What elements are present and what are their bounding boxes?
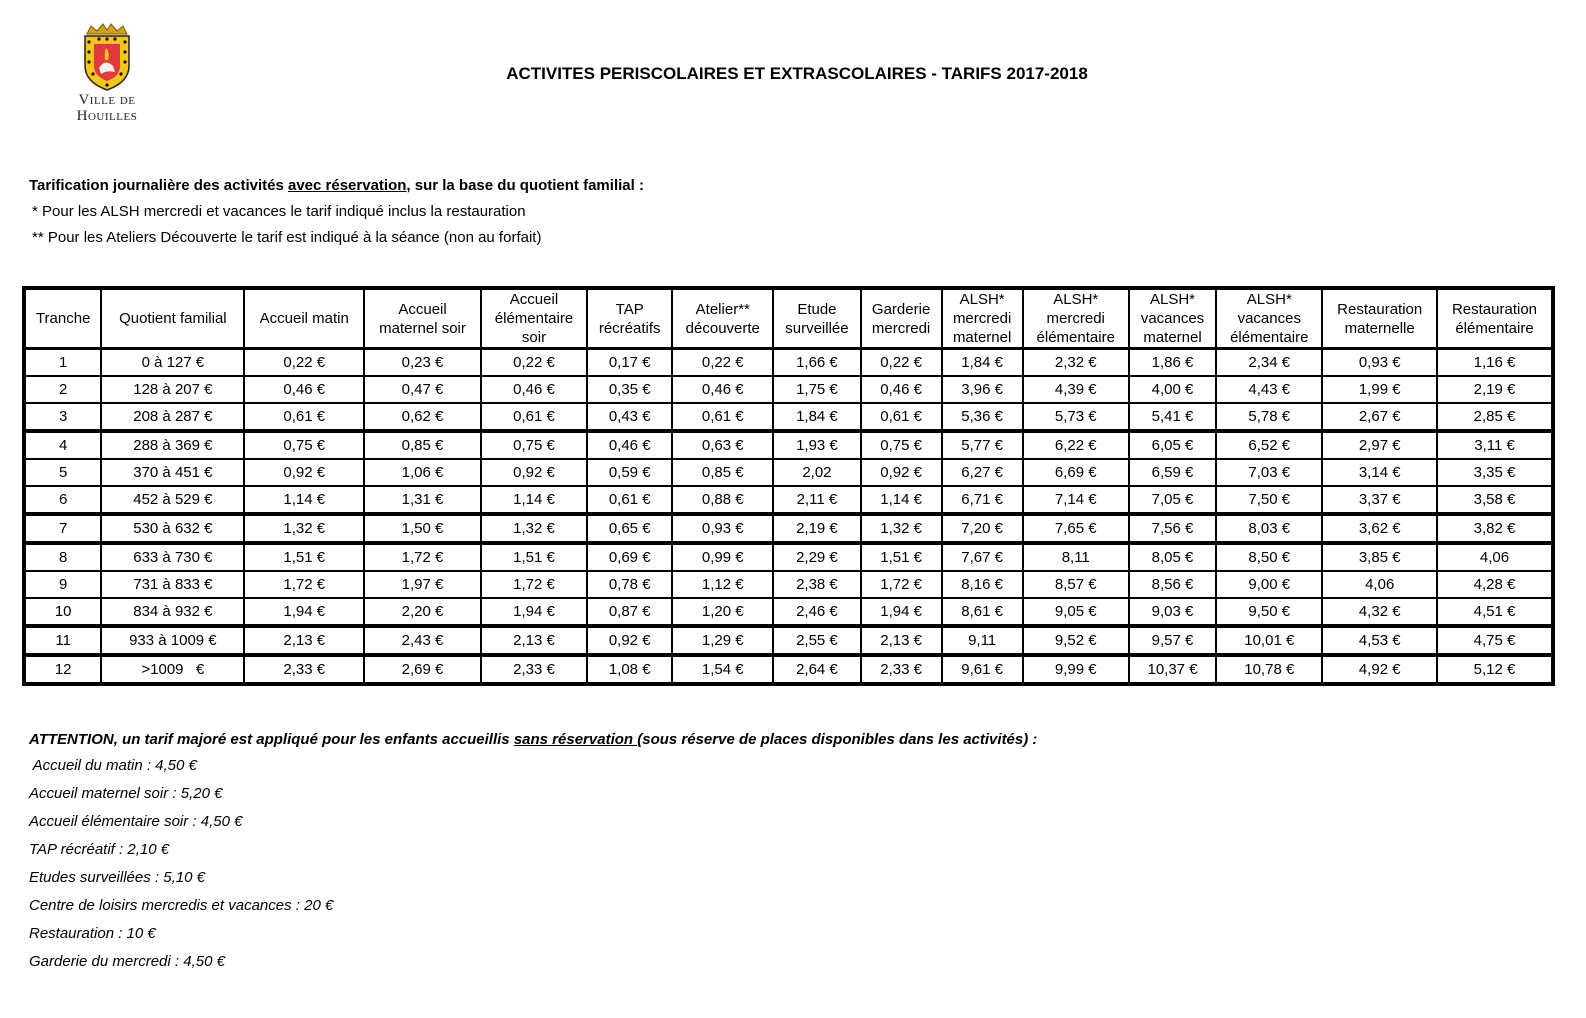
- price-cell: 1,12 €: [672, 571, 773, 598]
- price-cell: 2,13 €: [861, 626, 942, 655]
- table-row: [24, 655, 1553, 684]
- price-cell: 4,06: [1322, 571, 1437, 598]
- price-cell: 1,51 €: [861, 543, 942, 571]
- price-cell: 0,22 €: [244, 349, 364, 377]
- surcharge-item: Accueil maternel soir : 5,20 €: [29, 785, 223, 802]
- price-cell: 2,19 €: [773, 514, 860, 543]
- price-cell: 5,36 €: [942, 403, 1023, 431]
- price-cell: 0,65 €: [587, 514, 672, 543]
- price-cell: 0,22 €: [481, 349, 587, 377]
- price-cell: 2,20 €: [364, 598, 481, 626]
- price-cell: 2,67 €: [1322, 403, 1437, 431]
- price-cell: 1,72 €: [481, 571, 587, 598]
- column-header-line: maternel: [1143, 329, 1202, 346]
- surcharge-item: Centre de loisirs mercredis et vacances : 20 €: [29, 897, 334, 914]
- price-cell: 0,88 €: [672, 486, 773, 514]
- price-cell: 0,92 €: [244, 459, 364, 486]
- price-cell: 8,03 €: [1216, 514, 1322, 543]
- tranche-cell: 12: [24, 655, 101, 684]
- attention-heading-before: ATTENTION, un tarif majoré est appliqué pour les enfants accueillis: [29, 731, 514, 748]
- attention-section: [29, 731, 1037, 972]
- page-title-text: ACTIVITES PERISCOLAIRES ET EXTRASCOLAIRES - TARIFS 2017-2018: [506, 64, 1088, 83]
- column-header-line: Tranche: [35, 310, 91, 327]
- price-cell: 9,50 €: [1216, 598, 1322, 626]
- quotient-cell: 530 à 632 €: [101, 514, 244, 543]
- price-cell: 5,73 €: [1023, 403, 1129, 431]
- intro-heading-before: Tarification journalière des activités: [29, 177, 288, 194]
- surcharge-item: TAP récréatif : 2,10 €: [29, 841, 170, 858]
- price-cell: 0,61 €: [481, 403, 587, 431]
- column-header-line: Garderie: [871, 300, 931, 318]
- column-header-line: Quotient familial: [119, 310, 227, 327]
- quotient-cell: 0 à 127 €: [101, 349, 244, 377]
- price-cell: 0,87 €: [587, 598, 672, 626]
- price-cell: 2,33 €: [481, 655, 587, 684]
- price-cell: 1,32 €: [861, 514, 942, 543]
- surcharge-item: Accueil du matin : 4,50 €: [29, 757, 197, 774]
- price-cell: 2,11 €: [773, 486, 860, 514]
- column-header-line: Accueil: [509, 291, 559, 308]
- price-cell: 0,43 €: [587, 403, 672, 431]
- price-cell: 4,39 €: [1023, 376, 1129, 403]
- price-cell: 9,00 €: [1216, 571, 1322, 598]
- price-cell: 1,93 €: [773, 431, 860, 459]
- table-row: [24, 376, 1553, 403]
- price-cell: 2,34 €: [1216, 349, 1322, 377]
- price-cell: 7,56 €: [1129, 514, 1216, 543]
- surcharge-item: Accueil élémentaire soir : 4,50 €: [29, 813, 243, 830]
- column-header: [1023, 288, 1129, 349]
- price-cell: 0,85 €: [672, 459, 773, 486]
- column-header: [24, 288, 101, 349]
- price-cell: 7,03 €: [1216, 459, 1322, 486]
- tranche-cell: 3: [24, 403, 101, 431]
- price-cell: 9,52 €: [1023, 626, 1129, 655]
- column-header: [1322, 288, 1437, 349]
- price-cell: 3,85 €: [1322, 543, 1437, 571]
- price-cell: 3,14 €: [1322, 459, 1437, 486]
- table-row: [24, 543, 1553, 571]
- column-header-line: vacances: [1140, 310, 1205, 327]
- price-cell: 0,75 €: [244, 431, 364, 459]
- price-cell: 1,54 €: [672, 655, 773, 684]
- column-header-line: TAP: [615, 300, 644, 318]
- column-header: [1437, 288, 1553, 349]
- price-cell: 0,22 €: [861, 349, 942, 377]
- price-cell: 1,99 €: [1322, 376, 1437, 403]
- attention-heading: [29, 731, 1037, 748]
- price-cell: 4,28 €: [1437, 571, 1553, 598]
- price-cell: 1,51 €: [481, 543, 587, 571]
- price-cell: 3,62 €: [1322, 514, 1437, 543]
- column-header: [101, 288, 244, 349]
- column-header-line: ALSH*: [1053, 291, 1099, 308]
- column-header-line: élémentaire: [1036, 329, 1115, 346]
- column-header-line: Accueil: [398, 300, 447, 318]
- table-row: [24, 598, 1553, 626]
- price-cell: 7,20 €: [942, 514, 1023, 543]
- price-cell: 3,37 €: [1322, 486, 1437, 514]
- price-cell: 0,93 €: [1322, 349, 1437, 377]
- price-cell: 2,33 €: [244, 655, 364, 684]
- price-cell: 6,69 €: [1023, 459, 1129, 486]
- price-cell: 0,93 €: [672, 514, 773, 543]
- tranche-cell: 11: [24, 626, 101, 655]
- price-cell: 1,14 €: [861, 486, 942, 514]
- price-cell: 5,77 €: [942, 431, 1023, 459]
- surcharge-item: Restauration : 10 €: [29, 925, 156, 942]
- column-header: [364, 288, 481, 349]
- price-cell: 7,50 €: [1216, 486, 1322, 514]
- price-cell: 0,92 €: [481, 459, 587, 486]
- quotient-cell: 633 à 730 €: [101, 543, 244, 571]
- price-cell: 3,58 €: [1437, 486, 1553, 514]
- table-row: [24, 571, 1553, 598]
- price-cell: 0,85 €: [364, 431, 481, 459]
- column-header-line: Atelier**: [695, 300, 750, 318]
- price-cell: 1,51 €: [244, 543, 364, 571]
- column-header: [861, 288, 942, 349]
- price-cell: 7,05 €: [1129, 486, 1216, 514]
- price-cell: 4,32 €: [1322, 598, 1437, 626]
- column-header: [244, 288, 364, 349]
- price-cell: 0,92 €: [861, 459, 942, 486]
- price-cell: 6,22 €: [1023, 431, 1129, 459]
- price-cell: 1,16 €: [1437, 349, 1553, 377]
- column-header: [481, 288, 587, 349]
- column-header-line: élémentaire: [1455, 319, 1534, 337]
- quotient-cell: 288 à 369 €: [101, 431, 244, 459]
- tranche-cell: 2: [24, 376, 101, 403]
- price-cell: 5,12 €: [1437, 655, 1553, 684]
- price-cell: 0,69 €: [587, 543, 672, 571]
- tranche-cell: 4: [24, 431, 101, 459]
- column-header-line: Etude: [797, 300, 837, 318]
- price-cell: 4,43 €: [1216, 376, 1322, 403]
- price-cell: 0,23 €: [364, 349, 481, 377]
- column-header: [942, 288, 1023, 349]
- price-cell: 2,69 €: [364, 655, 481, 684]
- intro-note-2: ** Pour les Ateliers Découverte le tarif est indiqué à la séance (non au forfait): [32, 229, 542, 246]
- price-cell: 1,94 €: [481, 598, 587, 626]
- price-cell: 0,75 €: [861, 431, 942, 459]
- column-header-line: Restauration: [1337, 300, 1423, 318]
- price-cell: 8,61 €: [942, 598, 1023, 626]
- price-cell: 2,97 €: [1322, 431, 1437, 459]
- price-cell: 1,50 €: [364, 514, 481, 543]
- quotient-cell: >1009 €: [101, 655, 244, 684]
- quotient-cell: 452 à 529 €: [101, 486, 244, 514]
- price-cell: 2,38 €: [773, 571, 860, 598]
- price-cell: 0,61 €: [587, 486, 672, 514]
- price-cell: 0,62 €: [364, 403, 481, 431]
- price-cell: 2,19 €: [1437, 376, 1553, 403]
- column-header-line: Restauration: [1451, 300, 1538, 318]
- price-cell: 10,37 €: [1129, 655, 1216, 684]
- price-cell: 3,82 €: [1437, 514, 1553, 543]
- column-header: [587, 288, 672, 349]
- price-cell: 1,32 €: [481, 514, 587, 543]
- column-header-line: maternel soir: [379, 319, 466, 337]
- intro-section: [29, 177, 644, 246]
- table-row: [24, 459, 1553, 486]
- tranche-cell: 5: [24, 459, 101, 486]
- logo-text-line2: Houilles: [76, 108, 138, 124]
- price-cell: 0,63 €: [672, 431, 773, 459]
- column-header-line: vacances: [1237, 310, 1301, 327]
- intro-heading-underlined: avec réservation: [287, 177, 407, 194]
- column-header-line: récréatifs: [598, 319, 661, 337]
- price-cell: 2,43 €: [364, 626, 481, 655]
- price-cell: 8,56 €: [1129, 571, 1216, 598]
- price-cell: 10,78 €: [1216, 655, 1322, 684]
- column-header-line: maternelle: [1344, 319, 1415, 337]
- price-cell: 2,13 €: [244, 626, 364, 655]
- price-cell: 6,27 €: [942, 459, 1023, 486]
- price-cell: 1,97 €: [364, 571, 481, 598]
- column-header: [672, 288, 773, 349]
- surcharge-item: Garderie du mercredi : 4,50 €: [29, 953, 225, 970]
- intro-heading: [29, 177, 644, 194]
- column-header-line: élémentaire: [1230, 329, 1309, 346]
- price-cell: 2,33 €: [861, 655, 942, 684]
- quotient-cell: 128 à 207 €: [101, 376, 244, 403]
- price-cell: 1,06 €: [364, 459, 481, 486]
- price-cell: 1,32 €: [244, 514, 364, 543]
- column-header: [1129, 288, 1216, 349]
- table-row: [24, 486, 1553, 514]
- price-cell: 2,13 €: [481, 626, 587, 655]
- price-cell: 3,11 €: [1437, 431, 1553, 459]
- logo-text-line1: Ville de: [78, 92, 136, 108]
- price-cell: 1,94 €: [861, 598, 942, 626]
- price-cell: 1,14 €: [481, 486, 587, 514]
- price-cell: 4,92 €: [1322, 655, 1437, 684]
- price-cell: 4,53 €: [1322, 626, 1437, 655]
- attention-heading-underlined: sans réservation: [513, 731, 638, 748]
- price-cell: 1,14 €: [244, 486, 364, 514]
- price-cell: 2,02: [773, 459, 860, 486]
- price-cell: 9,57 €: [1129, 626, 1216, 655]
- price-cell: 7,67 €: [942, 543, 1023, 571]
- column-header-line: ALSH*: [1246, 291, 1292, 308]
- tranche-cell: 7: [24, 514, 101, 543]
- column-header-line: mercredi: [952, 310, 1012, 327]
- table-row: [24, 403, 1553, 431]
- table-row: [24, 514, 1553, 543]
- price-cell: 2,32 €: [1023, 349, 1129, 377]
- price-cell: 5,41 €: [1129, 403, 1216, 431]
- price-cell: 2,46 €: [773, 598, 860, 626]
- tranche-cell: 1: [24, 349, 101, 377]
- intro-heading-after: , sur la base du quotient familial :: [406, 177, 644, 194]
- price-cell: 8,16 €: [942, 571, 1023, 598]
- price-cell: 9,11: [942, 626, 1023, 655]
- tranche-cell: 8: [24, 543, 101, 571]
- price-cell: 0,75 €: [481, 431, 587, 459]
- price-cell: 5,78 €: [1216, 403, 1322, 431]
- price-cell: 10,01 €: [1216, 626, 1322, 655]
- price-cell: 0,99 €: [672, 543, 773, 571]
- tranche-cell: 9: [24, 571, 101, 598]
- column-header-line: soir: [521, 329, 547, 346]
- tariff-table: [22, 286, 1555, 686]
- price-cell: 0,46 €: [481, 376, 587, 403]
- table-row: [24, 349, 1553, 377]
- price-cell: 6,52 €: [1216, 431, 1322, 459]
- quotient-cell: 370 à 451 €: [101, 459, 244, 486]
- price-cell: 1,72 €: [364, 543, 481, 571]
- price-cell: 6,05 €: [1129, 431, 1216, 459]
- column-header-line: découverte: [685, 319, 760, 337]
- column-header-line: maternel: [952, 329, 1012, 346]
- price-cell: 0,46 €: [587, 431, 672, 459]
- price-cell: 2,55 €: [773, 626, 860, 655]
- price-cell: 0,47 €: [364, 376, 481, 403]
- table-row: [24, 431, 1553, 459]
- price-cell: 4,51 €: [1437, 598, 1553, 626]
- price-cell: 0,35 €: [587, 376, 672, 403]
- price-cell: 3,96 €: [942, 376, 1023, 403]
- attention-heading-after: (sous réserve de places disponibles dans les activités) :: [637, 731, 1038, 748]
- column-header-line: mercredi: [1046, 310, 1105, 327]
- price-cell: 1,29 €: [672, 626, 773, 655]
- table-row: [24, 626, 1553, 655]
- page-title: [0, 64, 1586, 84]
- column-header-line: ALSH*: [1149, 291, 1196, 308]
- price-cell: 1,86 €: [1129, 349, 1216, 377]
- price-cell: 9,61 €: [942, 655, 1023, 684]
- price-cell: 2,64 €: [773, 655, 860, 684]
- quotient-cell: 834 à 932 €: [101, 598, 244, 626]
- price-cell: 0,22 €: [672, 349, 773, 377]
- price-cell: 1,08 €: [587, 655, 672, 684]
- price-cell: 0,61 €: [244, 403, 364, 431]
- price-cell: 4,75 €: [1437, 626, 1553, 655]
- price-cell: 1,75 €: [773, 376, 860, 403]
- price-cell: 0,92 €: [587, 626, 672, 655]
- price-cell: 0,61 €: [861, 403, 942, 431]
- price-cell: 2,29 €: [773, 543, 860, 571]
- price-cell: 1,84 €: [942, 349, 1023, 377]
- column-header-line: Accueil matin: [259, 310, 349, 327]
- price-cell: 1,72 €: [861, 571, 942, 598]
- price-cell: 0,46 €: [861, 376, 942, 403]
- price-cell: 6,71 €: [942, 486, 1023, 514]
- price-cell: 0,61 €: [672, 403, 773, 431]
- price-cell: 9,99 €: [1023, 655, 1129, 684]
- price-cell: 1,84 €: [773, 403, 860, 431]
- table-header-row: [24, 288, 1553, 349]
- price-cell: 2,85 €: [1437, 403, 1553, 431]
- price-cell: 1,20 €: [672, 598, 773, 626]
- column-header-line: mercredi: [871, 319, 931, 337]
- price-cell: 8,05 €: [1129, 543, 1216, 571]
- price-cell: 0,46 €: [244, 376, 364, 403]
- price-cell: 0,17 €: [587, 349, 672, 377]
- price-cell: 7,14 €: [1023, 486, 1129, 514]
- tranche-cell: 6: [24, 486, 101, 514]
- price-cell: 7,65 €: [1023, 514, 1129, 543]
- price-cell: 8,50 €: [1216, 543, 1322, 571]
- price-cell: 8,11: [1023, 543, 1129, 571]
- price-cell: 9,03 €: [1129, 598, 1216, 626]
- price-cell: 9,05 €: [1023, 598, 1129, 626]
- quotient-cell: 208 à 287 €: [101, 403, 244, 431]
- column-header-line: surveillée: [785, 319, 849, 337]
- price-cell: 1,31 €: [364, 486, 481, 514]
- quotient-cell: 731 à 833 €: [101, 571, 244, 598]
- price-cell: 3,35 €: [1437, 459, 1553, 486]
- price-cell: 1,94 €: [244, 598, 364, 626]
- tranche-cell: 10: [24, 598, 101, 626]
- surcharge-item: Etudes surveillées : 5,10 €: [29, 869, 205, 886]
- price-cell: 6,59 €: [1129, 459, 1216, 486]
- column-header: [773, 288, 860, 349]
- column-header-line: ALSH*: [959, 291, 1005, 308]
- price-cell: 0,59 €: [587, 459, 672, 486]
- price-cell: 0,78 €: [587, 571, 672, 598]
- column-header-line: élémentaire: [494, 310, 574, 327]
- price-cell: 1,66 €: [773, 349, 860, 377]
- quotient-cell: 933 à 1009 €: [101, 626, 244, 655]
- price-cell: 1,72 €: [244, 571, 364, 598]
- price-cell: 4,06: [1437, 543, 1553, 571]
- attention-list: [29, 757, 1037, 972]
- intro-note-1: * Pour les ALSH mercredi et vacances le tarif indiqué inclus la restauration: [32, 203, 526, 220]
- price-cell: 0,46 €: [672, 376, 773, 403]
- price-cell: 8,57 €: [1023, 571, 1129, 598]
- price-cell: 4,00 €: [1129, 376, 1216, 403]
- table-body: [24, 349, 1553, 685]
- column-header: [1216, 288, 1322, 349]
